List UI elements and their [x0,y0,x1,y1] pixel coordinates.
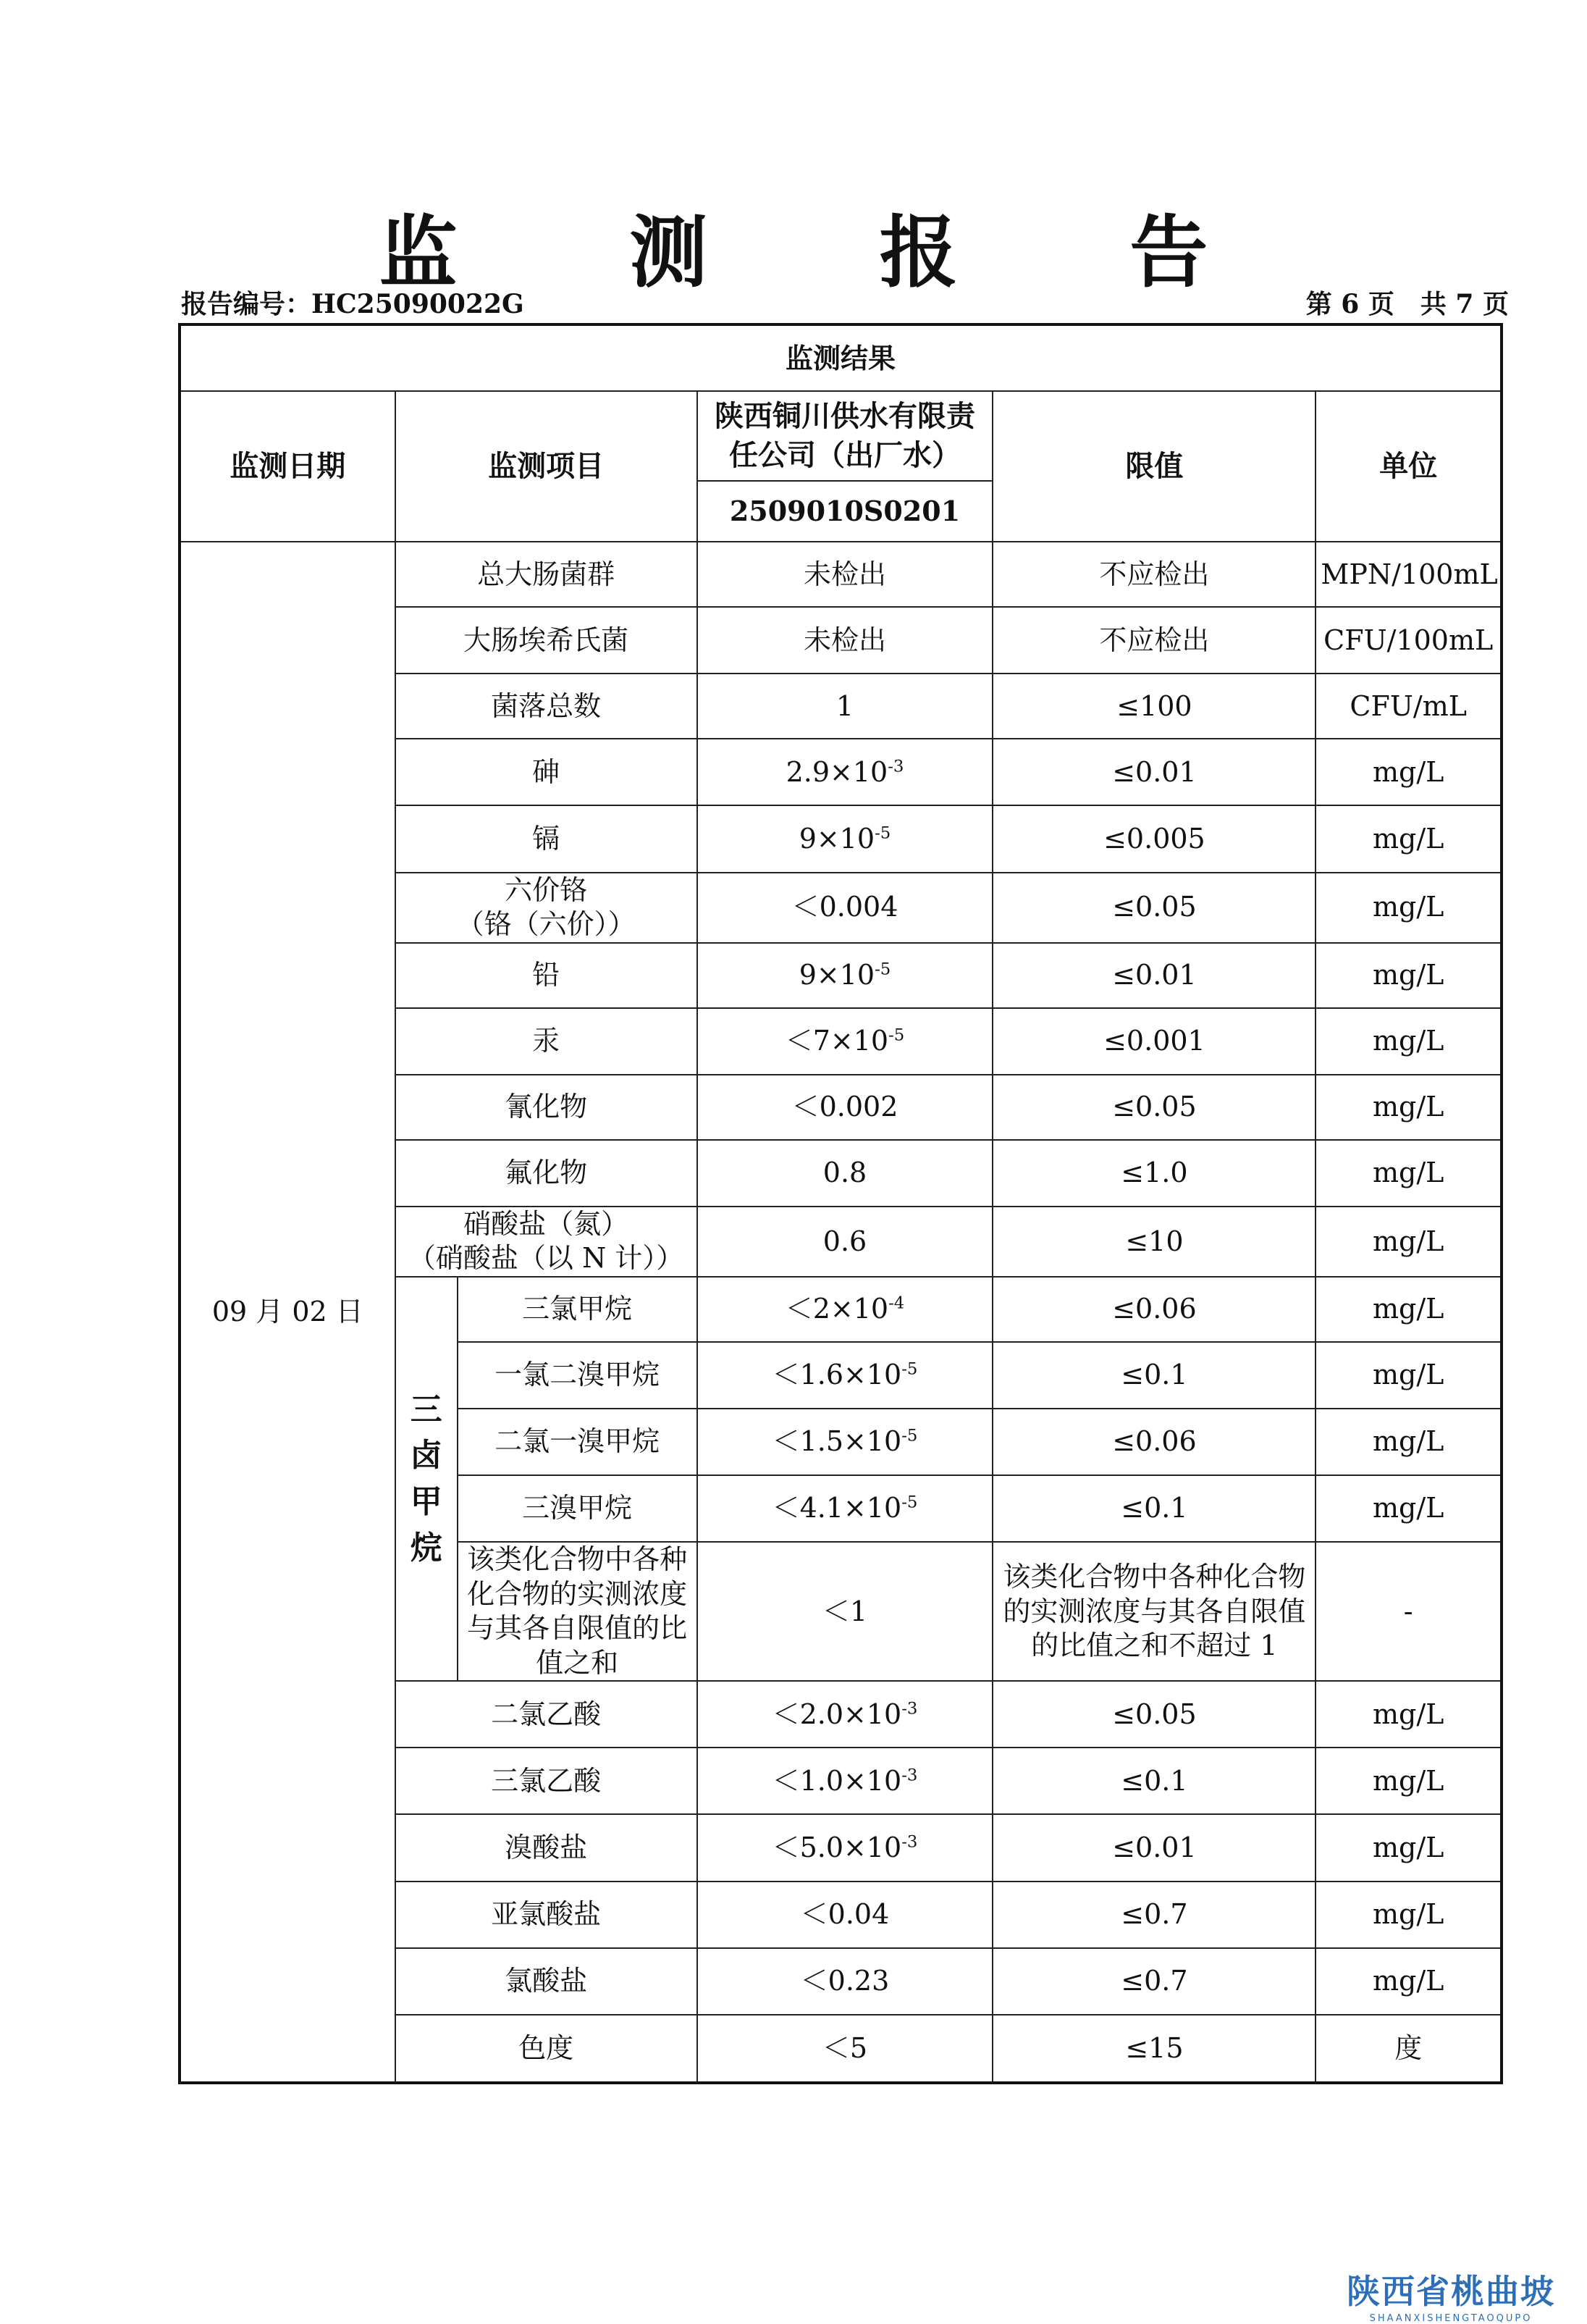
limit-value: ≤0.05 [993,1681,1316,1748]
result-value [697,1748,993,1814]
limit-value: ≤0.01 [993,739,1316,805]
limit-value: ≤0.1 [993,1748,1316,1814]
result-value [697,1277,993,1342]
result-exponent: -5 [875,823,891,843]
limit-value: ≤15 [993,2015,1316,2083]
limit-value: ≤0.7 [993,1882,1316,1948]
result-text: 2.9×10 [786,755,888,788]
unit-value: 度 [1316,2015,1502,2083]
item-name-text: 菌落总数 [491,689,602,722]
limit-value: ≤10 [993,1207,1316,1277]
unit-value: mg/L [1316,1681,1502,1748]
unit-value: CFU/mL [1316,674,1502,739]
item-name-text: 氰化物 [505,1091,588,1123]
item-name [395,1748,697,1814]
limit-value: ≤1.0 [993,1140,1316,1207]
unit-value: mg/L [1316,805,1502,872]
item-name-text: 汞 [532,1024,560,1057]
item-name-text: 三溴甲烷 [522,1492,633,1524]
limit-value: ≤100 [993,674,1316,739]
item-name [395,1681,697,1748]
watermark-logo [1347,2265,1555,2324]
group-label-trihalomethanes [395,1277,458,1681]
result-text: ＜1.6×10 [772,1359,902,1391]
unit-value: mg/L [1316,1277,1502,1342]
group-label-text: 三卤甲烷 [410,1390,442,1566]
result-value [697,1409,993,1475]
result-text: ＜1.0×10 [772,1764,902,1797]
column-header-date: 监测日期 [180,391,395,542]
unit-value: mg/L [1316,1882,1502,1948]
limit-value: ≤0.1 [993,1475,1316,1542]
item-name [458,1542,697,1681]
result-exponent: -3 [901,1698,918,1718]
result-value [697,542,993,607]
result-text: ＜2.0×10 [772,1698,902,1730]
item-name [395,1948,697,2015]
result-value [697,1207,993,1277]
column-header-limit: 限值 [993,391,1316,542]
item-name [458,1409,697,1475]
report-number: 报告编号：HC25090022G [181,289,524,319]
unit-value: mg/L [1316,1409,1502,1475]
item-name-text: 氟化物 [505,1157,588,1189]
item-name-text: 二氯乙酸 [491,1698,602,1730]
result-value [697,1008,993,1075]
limit-value: ≤0.01 [993,1814,1316,1881]
result-text: 未检出 [803,624,886,656]
results-table [178,323,1503,2084]
item-name-alias: （铬（六价）） [456,908,636,941]
result-value [697,1542,993,1681]
item-name [395,607,697,674]
result-text: ＜1.5×10 [772,1425,902,1458]
limit-value: 不应检出 [993,542,1316,607]
result-value [697,873,993,943]
result-value [697,1342,993,1409]
item-name-text: 三氯乙酸 [491,1764,602,1797]
report-title: 监 测 报 告 [379,207,1281,298]
result-text: ＜5.0×10 [772,1831,902,1863]
table-caption: 监测结果 [180,324,1502,391]
item-name [395,674,697,739]
result-value [697,739,993,805]
result-value [697,1075,993,1140]
result-value [697,1948,993,2015]
result-text: ＜0.23 [800,1964,890,1997]
item-name-alias: （硝酸盐（以 N 计）） [408,1242,684,1275]
limit-value: 不应检出 [993,607,1316,674]
item-name [395,1140,697,1207]
item-name [395,805,697,872]
item-name-text: 一氯二溴甲烷 [494,1359,660,1391]
result-text: ＜2×10 [785,1293,889,1325]
unit-value: mg/L [1316,1475,1502,1542]
result-text: ＜0.004 [791,891,898,923]
item-name [395,1882,697,1948]
unit-value: mg/L [1316,1748,1502,1814]
limit-value: ≤0.05 [993,873,1316,943]
watermark-text: 陕西省桃曲坡 [1347,2272,1555,2311]
item-name-text: 氯酸盐 [505,1964,588,1997]
result-value [697,1475,993,1542]
unit-value: mg/L [1316,1342,1502,1409]
item-name-text: 该类化合物中各种化合物的实测浓度与其各自限值的比值之和 [467,1543,688,1679]
column-header-unit: 单位 [1316,391,1502,542]
item-name-text: 铅 [532,958,560,991]
unit-value: mg/L [1316,873,1502,943]
unit-value: mg/L [1316,1814,1502,1881]
result-value [697,1140,993,1207]
result-exponent: -5 [875,960,891,979]
result-exponent: -3 [888,757,904,776]
unit-value: mg/L [1316,1207,1502,1277]
item-name [395,739,697,805]
limit-value: ≤0.05 [993,1075,1316,1140]
unit-value: mg/L [1316,1008,1502,1075]
limit-value: ≤0.1 [993,1342,1316,1409]
limit-value: ≤0.06 [993,1277,1316,1342]
unit-value: MPN/100mL [1316,542,1502,607]
result-text: 1 [835,689,854,722]
result-text: ＜5 [822,2031,868,2064]
result-exponent: -4 [888,1293,905,1313]
limit-value: ≤0.005 [993,805,1316,872]
item-name-text: 溴酸盐 [505,1831,588,1863]
unit-value: mg/L [1316,739,1502,805]
unit-value: mg/L [1316,1140,1502,1207]
result-exponent: -3 [901,1832,918,1852]
result-text: 0.8 [822,1157,867,1189]
item-name-text: 六价铬 [505,873,588,906]
item-name [458,1475,697,1542]
item-name [395,873,697,943]
item-name-text: 硝酸盐（氮） [463,1207,629,1240]
limit-value: ≤0.01 [993,943,1316,1008]
item-name [395,1814,697,1881]
page-indicator: 第 6 页 共 7 页 [1305,289,1509,319]
result-exponent: -5 [901,1426,918,1446]
result-text: ＜0.002 [791,1091,898,1123]
result-value [697,2015,993,2083]
item-name [395,1008,697,1075]
result-text: 9×10 [799,958,875,991]
unit-value: mg/L [1316,1075,1502,1140]
item-name-text: 砷 [532,755,560,788]
item-name-text: 色度 [518,2031,574,2064]
monitoring-date: 09 月 02 日 [180,542,395,2083]
unit-value: CFU/100mL [1316,607,1502,674]
result-text: ＜4.1×10 [772,1492,902,1524]
item-name [395,943,697,1008]
column-header-sample-id: 2509010S0201 [697,481,993,542]
result-exponent: -3 [901,1766,918,1785]
item-name [458,1342,697,1409]
result-text: 9×10 [799,822,875,855]
item-name [395,2015,697,2083]
item-name [458,1277,697,1342]
unit-value: - [1316,1542,1502,1681]
item-name-text: 亚氯酸盐 [491,1897,602,1930]
result-value [697,1681,993,1748]
item-name-text: 三氯甲烷 [522,1293,633,1325]
result-value [697,607,993,674]
limit-value: ≤0.06 [993,1409,1316,1475]
result-text: 0.6 [822,1225,867,1257]
limit-value: ≤0.001 [993,1008,1316,1075]
limit-value: 该类化合物中各种化合物的实测浓度与其各自限值的比值之和不超过 1 [993,1542,1316,1681]
item-name-text: 总大肠菌群 [477,558,615,590]
result-text: ＜1 [822,1595,868,1627]
result-value [697,1882,993,1948]
unit-value: mg/L [1316,1948,1502,2015]
item-name [395,542,697,607]
result-exponent: -5 [888,1025,905,1045]
table-row [180,542,1502,607]
result-text: ＜0.04 [800,1897,890,1930]
item-name-text: 镉 [532,822,560,855]
result-value [697,943,993,1008]
result-text: ＜7×10 [785,1024,889,1057]
unit-value: mg/L [1316,943,1502,1008]
item-name [395,1075,697,1140]
result-value [697,1814,993,1881]
result-exponent: -5 [901,1493,918,1512]
result-value [697,674,993,739]
result-exponent: -5 [901,1359,918,1379]
item-name [395,1207,697,1277]
limit-value: ≤0.7 [993,1948,1316,2015]
column-header-sample-name: 陕西铜川供水有限责任公司（出厂水） [697,391,993,481]
result-text: 未检出 [803,558,886,590]
result-value [697,805,993,872]
column-header-item: 监测项目 [395,391,697,542]
item-name-text: 大肠埃希氏菌 [463,624,629,656]
watermark-subtext: SHAANXISHENGTAOQUPO [1369,2313,1533,2324]
item-name-text: 二氯一溴甲烷 [494,1425,660,1458]
